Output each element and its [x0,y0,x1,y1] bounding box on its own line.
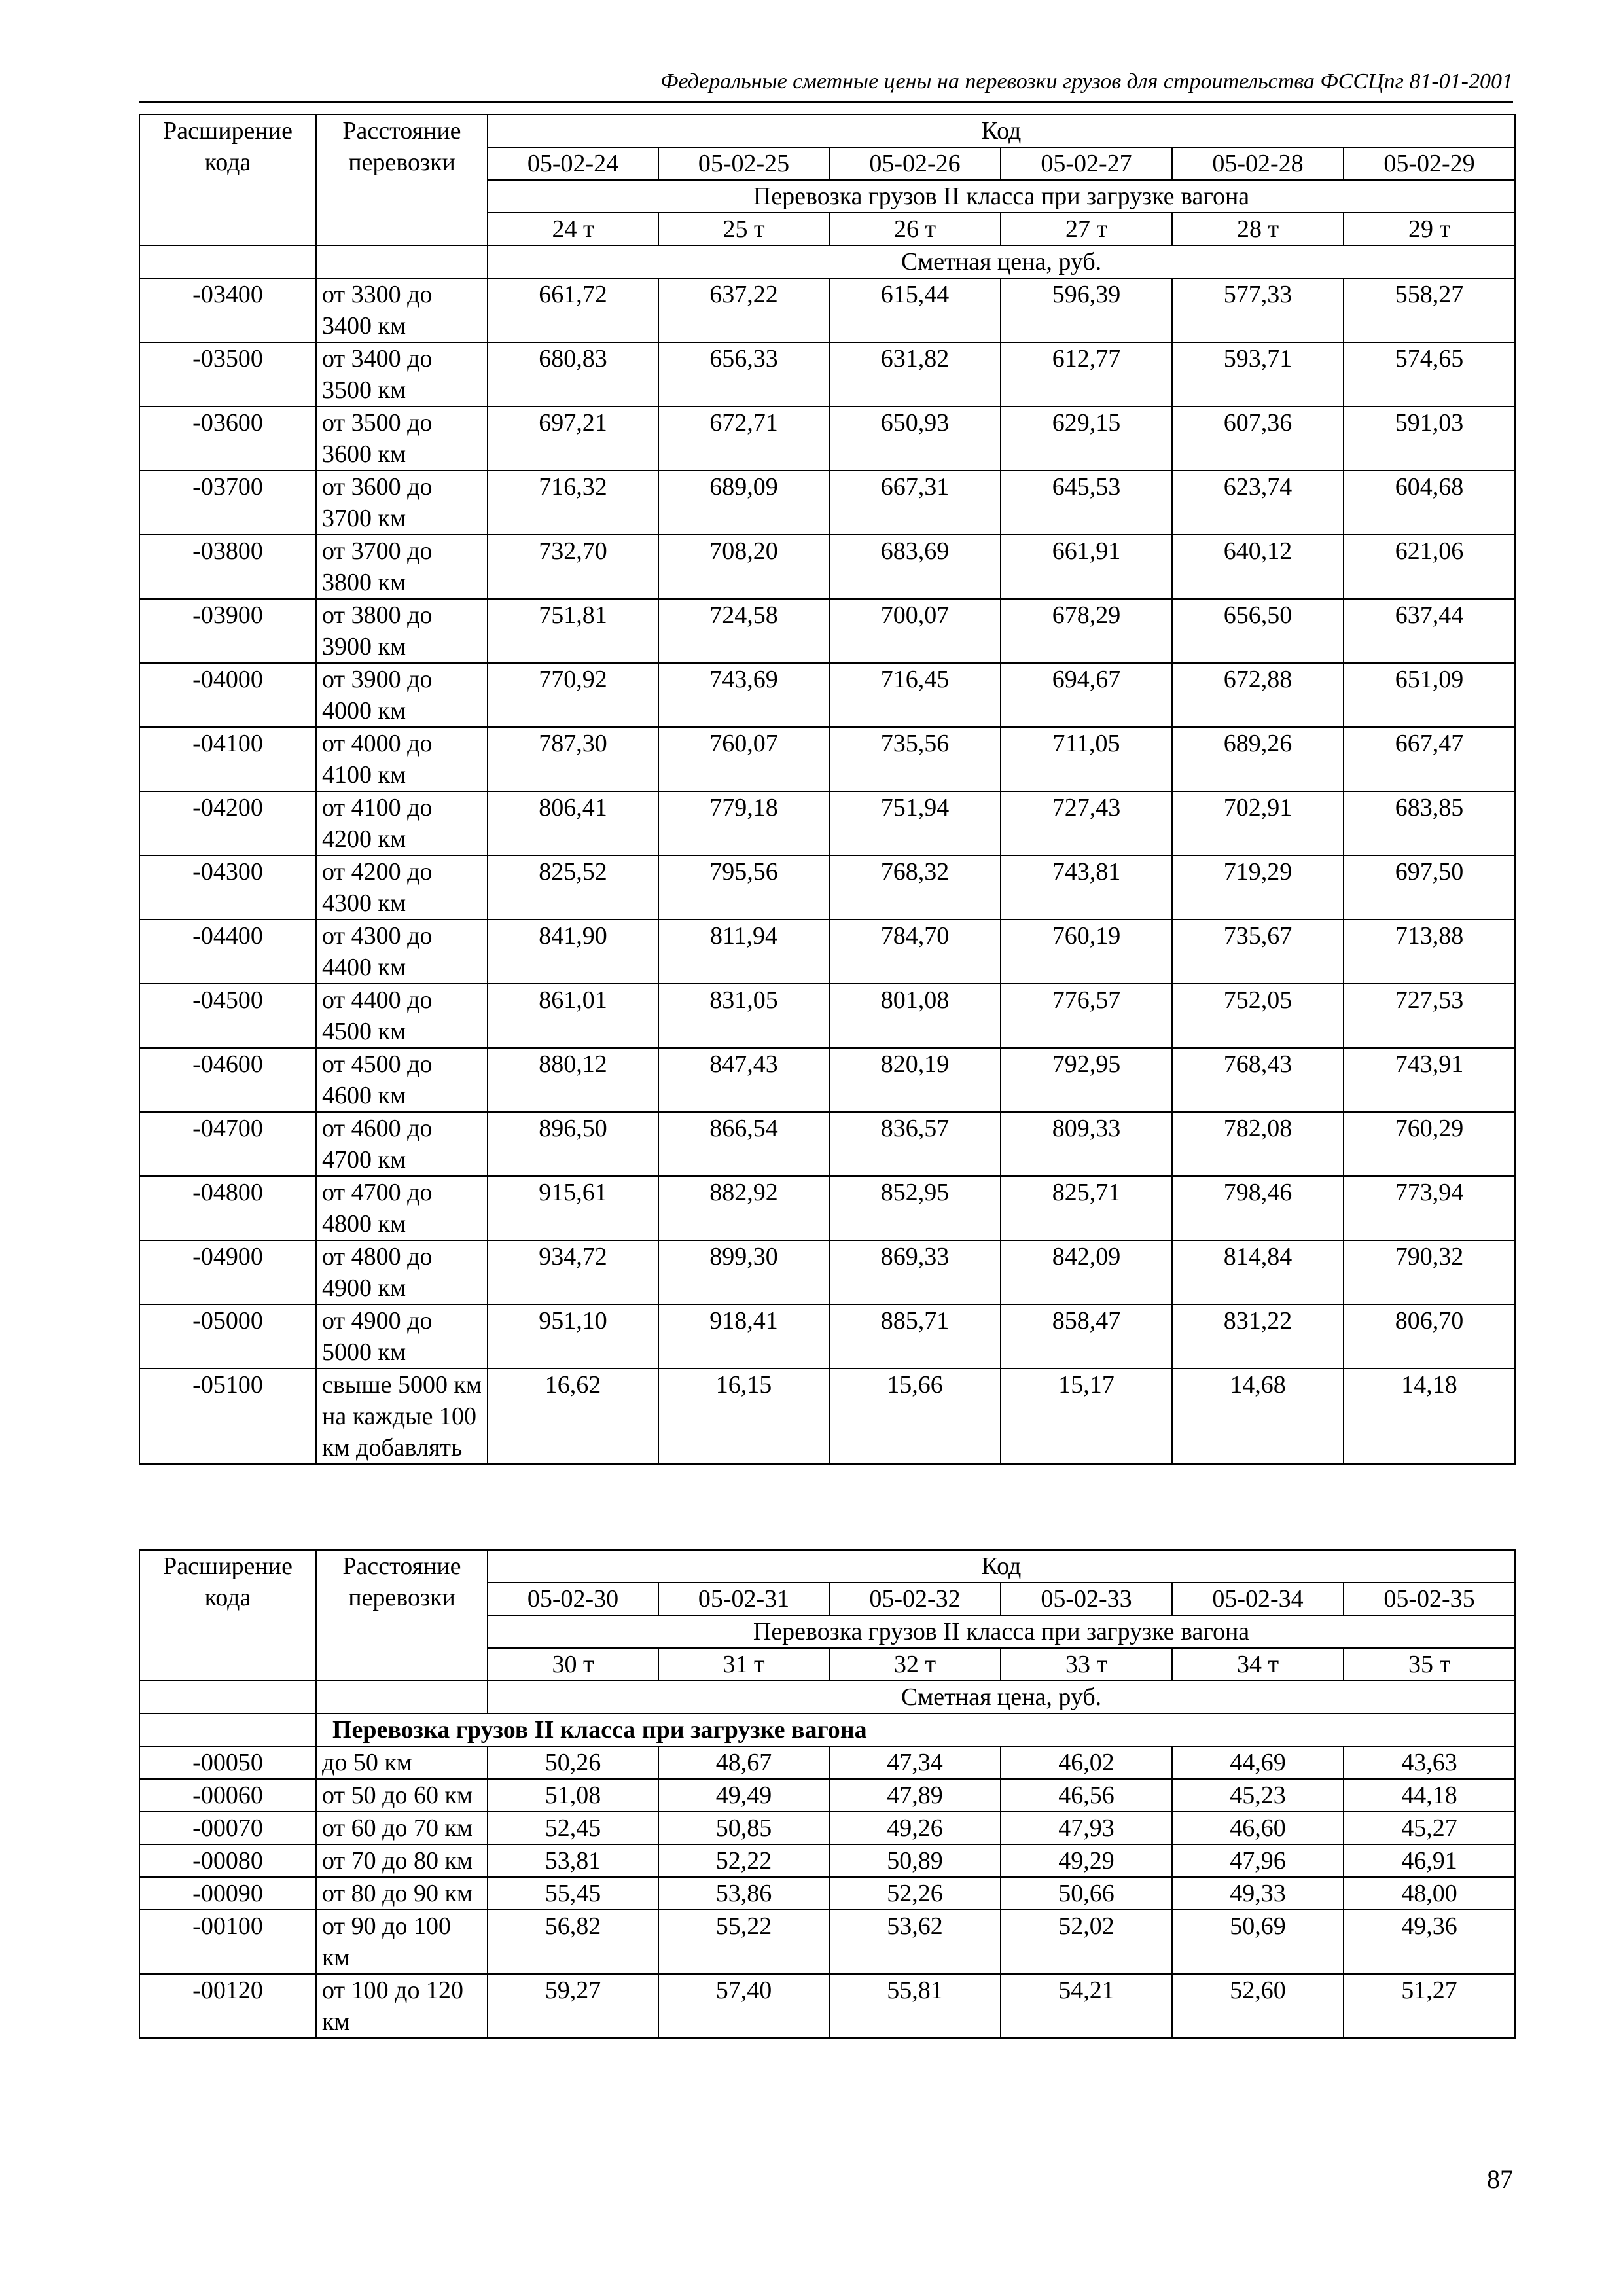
price-value: 683,69 [829,535,1001,599]
load-cell: 24 т [488,213,658,245]
table-row [139,599,1515,663]
table-row [139,1974,1515,2038]
code-cell: 05-02-28 [1172,147,1344,180]
code-cell: 05-02-33 [1001,1583,1172,1615]
code-cell: 05-02-26 [829,147,1001,180]
price-value: 689,09 [658,471,829,535]
price-value: 790,32 [1344,1240,1515,1304]
distance-range: от 3400 до 3500 км [316,342,488,406]
code-extension: -04300 [139,855,316,920]
price-value: 708,20 [658,535,829,599]
price-label: Сметная цена, руб. [488,245,1515,278]
table-row [139,1048,1515,1112]
price-value: 51,27 [1344,1974,1515,2038]
price-value: 806,70 [1344,1304,1515,1369]
load-cell: 25 т [658,213,829,245]
price-value: 918,41 [658,1304,829,1369]
price-value: 716,45 [829,663,1001,727]
price-value: 782,08 [1172,1112,1344,1176]
price-value: 45,23 [1172,1779,1344,1812]
price-value: 47,93 [1001,1812,1172,1844]
price-value: 604,68 [1344,471,1515,535]
price-value: 55,45 [488,1877,658,1910]
code-extension: -04600 [139,1048,316,1112]
price-value: 880,12 [488,1048,658,1112]
price-value: 640,12 [1172,535,1344,599]
price-value: 56,82 [488,1910,658,1974]
code-extension: -00090 [139,1877,316,1910]
code-extension: -04000 [139,663,316,727]
price-value: 825,71 [1001,1176,1172,1240]
table-row [139,1779,1515,1812]
price-value: 899,30 [658,1240,829,1304]
code-cell: 05-02-35 [1344,1583,1515,1615]
distance-range: от 4800 до 4900 км [316,1240,488,1304]
code-extension: -03900 [139,599,316,663]
price-value: 831,05 [658,984,829,1048]
table-row [139,984,1515,1048]
code-extension: -00050 [139,1746,316,1779]
price-value: 596,39 [1001,278,1172,342]
price-value: 656,50 [1172,599,1344,663]
table-row [139,920,1515,984]
price-value: 858,47 [1001,1304,1172,1369]
price-value: 637,22 [658,278,829,342]
price-value: 885,71 [829,1304,1001,1369]
code-extension: -03600 [139,406,316,471]
price-value: 47,89 [829,1779,1001,1812]
code-cell: 05-02-29 [1344,147,1515,180]
price-value: 951,10 [488,1304,658,1369]
col-header-extension: Расширение кода [139,115,316,245]
code-extension: -04900 [139,1240,316,1304]
code-extension: -05000 [139,1304,316,1369]
price-value: 50,89 [829,1844,1001,1877]
price-value: 52,02 [1001,1910,1172,1974]
table-row [139,727,1515,791]
price-value: 51,08 [488,1779,658,1812]
price-value: 820,19 [829,1048,1001,1112]
col-header-code: Код [488,1550,1515,1583]
price-value: 814,84 [1172,1240,1344,1304]
price-value: 801,08 [829,984,1001,1048]
col-header-extension: Расширение кода [139,1550,316,1681]
code-extension: -00080 [139,1844,316,1877]
price-value: 49,49 [658,1779,829,1812]
price-value: 50,26 [488,1746,658,1779]
price-value: 637,44 [1344,599,1515,663]
price-value: 896,50 [488,1112,658,1176]
price-value: 53,62 [829,1910,1001,1974]
price-value: 716,32 [488,471,658,535]
page-number: 87 [1487,2164,1513,2194]
code-extension: -00120 [139,1974,316,2038]
table-1-body [139,278,1515,1464]
table-row [139,855,1515,920]
distance-range: от 4200 до 4300 км [316,855,488,920]
price-value: 724,58 [658,599,829,663]
code-cell: 05-02-31 [658,1583,829,1615]
price-table-1 [139,114,1516,1465]
price-value: 48,00 [1344,1877,1515,1910]
price-value: 847,43 [658,1048,829,1112]
price-value: 735,56 [829,727,1001,791]
price-value: 44,69 [1172,1746,1344,1779]
price-value: 656,33 [658,342,829,406]
col-header-distance: Расстояние перевозки [316,115,488,245]
code-extension: -03800 [139,535,316,599]
price-value: 46,02 [1001,1746,1172,1779]
distance-range: от 90 до 100 км [316,1910,488,1974]
price-value: 697,50 [1344,855,1515,920]
distance-range: от 4400 до 4500 км [316,984,488,1048]
price-value: 667,47 [1344,727,1515,791]
distance-range: свыше 5000 км на каждые 100 км добавлять [316,1369,488,1464]
price-label: Сметная цена, руб. [488,1681,1515,1713]
price-value: 795,56 [658,855,829,920]
price-value: 55,81 [829,1974,1001,2038]
price-value: 700,07 [829,599,1001,663]
price-value: 53,86 [658,1877,829,1910]
page-header: Федеральные сметные цены на перевозки грузов для строительства ФССЦпг 81-01-2001 [660,69,1513,94]
price-value: 751,81 [488,599,658,663]
price-value: 14,18 [1344,1369,1515,1464]
price-value: 661,91 [1001,535,1172,599]
table-1-head [139,115,1515,278]
price-value: 680,83 [488,342,658,406]
price-value: 825,52 [488,855,658,920]
price-value: 574,65 [1344,342,1515,406]
price-value: 852,95 [829,1176,1001,1240]
distance-range: от 100 до 120 км [316,1974,488,2038]
table-row [139,1369,1515,1464]
code-extension: -00100 [139,1910,316,1974]
price-value: 621,06 [1344,535,1515,599]
price-value: 47,34 [829,1746,1001,1779]
distance-range: от 3600 до 3700 км [316,471,488,535]
price-value: 651,09 [1344,663,1515,727]
section-title: Перевозка грузов II класса при загрузке вагона [316,1713,1515,1746]
price-value: 809,33 [1001,1112,1172,1176]
price-value: 768,32 [829,855,1001,920]
distance-range: от 4600 до 4700 км [316,1112,488,1176]
load-cell: 26 т [829,213,1001,245]
price-value: 43,63 [1344,1746,1515,1779]
price-value: 694,67 [1001,663,1172,727]
price-value: 678,29 [1001,599,1172,663]
distance-range: от 70 до 80 км [316,1844,488,1877]
load-cell: 35 т [1344,1648,1515,1681]
distance-range: от 3900 до 4000 км [316,663,488,727]
distance-range: от 4900 до 5000 км [316,1304,488,1369]
distance-range: от 80 до 90 км [316,1877,488,1910]
price-value: 46,60 [1172,1812,1344,1844]
table-row [139,1910,1515,1974]
col-header-code: Код [488,115,1515,147]
price-value: 806,41 [488,791,658,855]
load-cell: 34 т [1172,1648,1344,1681]
price-value: 48,67 [658,1746,829,1779]
price-value: 811,94 [658,920,829,984]
load-cell: 31 т [658,1648,829,1681]
price-value: 57,40 [658,1974,829,2038]
price-value: 59,27 [488,1974,658,2038]
table-row [139,663,1515,727]
section-spacer [139,1713,316,1746]
price-value: 14,68 [1172,1369,1344,1464]
price-value: 842,09 [1001,1240,1172,1304]
price-value: 49,26 [829,1812,1001,1844]
price-value: 784,70 [829,920,1001,984]
price-value: 760,29 [1344,1112,1515,1176]
price-value: 55,22 [658,1910,829,1974]
code-extension: -04400 [139,920,316,984]
table-row [139,791,1515,855]
header-rule [139,101,1513,103]
group-label: Перевозка грузов II класса при загрузке вагона [488,1615,1515,1648]
price-value: 607,36 [1172,406,1344,471]
price-value: 53,81 [488,1844,658,1877]
price-value: 54,21 [1001,1974,1172,2038]
price-value: 593,71 [1172,342,1344,406]
distance-range: до 50 км [316,1746,488,1779]
price-value: 831,22 [1172,1304,1344,1369]
price-value: 735,67 [1172,920,1344,984]
price-value: 15,66 [829,1369,1001,1464]
table-row [139,535,1515,599]
code-extension: -04800 [139,1176,316,1240]
price-value: 787,30 [488,727,658,791]
price-value: 645,53 [1001,471,1172,535]
load-cell: 27 т [1001,213,1172,245]
price-value: 591,03 [1344,406,1515,471]
price-value: 577,33 [1172,278,1344,342]
table-row [139,1812,1515,1844]
price-value: 934,72 [488,1240,658,1304]
price-value: 612,77 [1001,342,1172,406]
price-value: 727,43 [1001,791,1172,855]
distance-range: от 4500 до 4600 км [316,1048,488,1112]
distance-range: от 4000 до 4100 км [316,727,488,791]
code-extension: -04100 [139,727,316,791]
table-row [139,1112,1515,1176]
price-value: 773,94 [1344,1176,1515,1240]
price-value: 44,18 [1344,1779,1515,1812]
load-cell: 33 т [1001,1648,1172,1681]
price-value: 743,91 [1344,1048,1515,1112]
price-value: 727,53 [1344,984,1515,1048]
price-value: 779,18 [658,791,829,855]
table-2-body [139,1746,1515,2038]
price-value: 50,85 [658,1812,829,1844]
price-value: 52,60 [1172,1974,1344,2038]
table-row [139,342,1515,406]
code-extension: -04200 [139,791,316,855]
price-value: 743,69 [658,663,829,727]
price-value: 776,57 [1001,984,1172,1048]
code-cell: 05-02-32 [829,1583,1001,1615]
price-value: 49,33 [1172,1877,1344,1910]
code-cell: 05-02-24 [488,147,658,180]
price-value: 615,44 [829,278,1001,342]
table-row [139,471,1515,535]
price-value: 667,31 [829,471,1001,535]
price-value: 49,29 [1001,1844,1172,1877]
price-value: 661,72 [488,278,658,342]
price-value: 672,88 [1172,663,1344,727]
code-extension: -05100 [139,1369,316,1464]
price-value: 623,74 [1172,471,1344,535]
price-value: 16,15 [658,1369,829,1464]
distance-range: от 60 до 70 км [316,1812,488,1844]
price-value: 732,70 [488,535,658,599]
price-value: 760,07 [658,727,829,791]
code-extension: -04500 [139,984,316,1048]
table-row [139,278,1515,342]
code-cell: 05-02-30 [488,1583,658,1615]
price-value: 841,90 [488,920,658,984]
table-2-head [139,1550,1515,1746]
price-value: 792,95 [1001,1048,1172,1112]
price-value: 752,05 [1172,984,1344,1048]
table-row [139,406,1515,471]
price-value: 697,21 [488,406,658,471]
price-value: 629,15 [1001,406,1172,471]
price-value: 672,71 [658,406,829,471]
load-cell: 32 т [829,1648,1001,1681]
code-extension: -00070 [139,1812,316,1844]
price-value: 915,61 [488,1176,658,1240]
price-value: 558,27 [1344,278,1515,342]
price-value: 770,92 [488,663,658,727]
distance-range: от 4300 до 4400 км [316,920,488,984]
price-value: 882,92 [658,1176,829,1240]
distance-range: от 50 до 60 км [316,1779,488,1812]
distance-range: от 3500 до 3600 км [316,406,488,471]
price-value: 683,85 [1344,791,1515,855]
code-extension: -03500 [139,342,316,406]
code-extension: -03700 [139,471,316,535]
price-value: 46,56 [1001,1779,1172,1812]
price-value: 836,57 [829,1112,1001,1176]
table-row [139,1746,1515,1779]
code-extension: -00060 [139,1779,316,1812]
price-value: 52,45 [488,1812,658,1844]
price-value: 743,81 [1001,855,1172,920]
price-value: 15,17 [1001,1369,1172,1464]
distance-range: от 3700 до 3800 км [316,535,488,599]
table-row [139,1304,1515,1369]
distance-range: от 4700 до 4800 км [316,1176,488,1240]
price-value: 768,43 [1172,1048,1344,1112]
price-value: 751,94 [829,791,1001,855]
price-value: 760,19 [1001,920,1172,984]
code-cell: 05-02-27 [1001,147,1172,180]
price-value: 719,29 [1172,855,1344,920]
distance-range: от 3800 до 3900 км [316,599,488,663]
code-extension: -03400 [139,278,316,342]
price-value: 631,82 [829,342,1001,406]
price-value: 869,33 [829,1240,1001,1304]
table-row [139,1844,1515,1877]
price-value: 713,88 [1344,920,1515,984]
load-cell: 29 т [1344,213,1515,245]
price-value: 50,66 [1001,1877,1172,1910]
price-value: 52,22 [658,1844,829,1877]
price-value: 47,96 [1172,1844,1344,1877]
distance-range: от 4100 до 4200 км [316,791,488,855]
price-value: 866,54 [658,1112,829,1176]
price-value: 46,91 [1344,1844,1515,1877]
load-cell: 28 т [1172,213,1344,245]
price-value: 45,27 [1344,1812,1515,1844]
table-row [139,1176,1515,1240]
price-value: 49,36 [1344,1910,1515,1974]
price-value: 711,05 [1001,727,1172,791]
code-cell: 05-02-25 [658,147,829,180]
price-value: 798,46 [1172,1176,1344,1240]
price-value: 650,93 [829,406,1001,471]
table-row [139,1240,1515,1304]
code-extension: -04700 [139,1112,316,1176]
price-value: 52,26 [829,1877,1001,1910]
price-value: 861,01 [488,984,658,1048]
distance-range: от 3300 до 3400 км [316,278,488,342]
code-cell: 05-02-34 [1172,1583,1344,1615]
col-header-distance: Расстояние перевозки [316,1550,488,1681]
price-value: 689,26 [1172,727,1344,791]
load-cell: 30 т [488,1648,658,1681]
price-value: 50,69 [1172,1910,1344,1974]
table-row [139,1877,1515,1910]
group-label: Перевозка грузов II класса при загрузке вагона [488,180,1515,213]
price-value: 16,62 [488,1369,658,1464]
price-table-2 [139,1549,1516,2039]
price-value: 702,91 [1172,791,1344,855]
